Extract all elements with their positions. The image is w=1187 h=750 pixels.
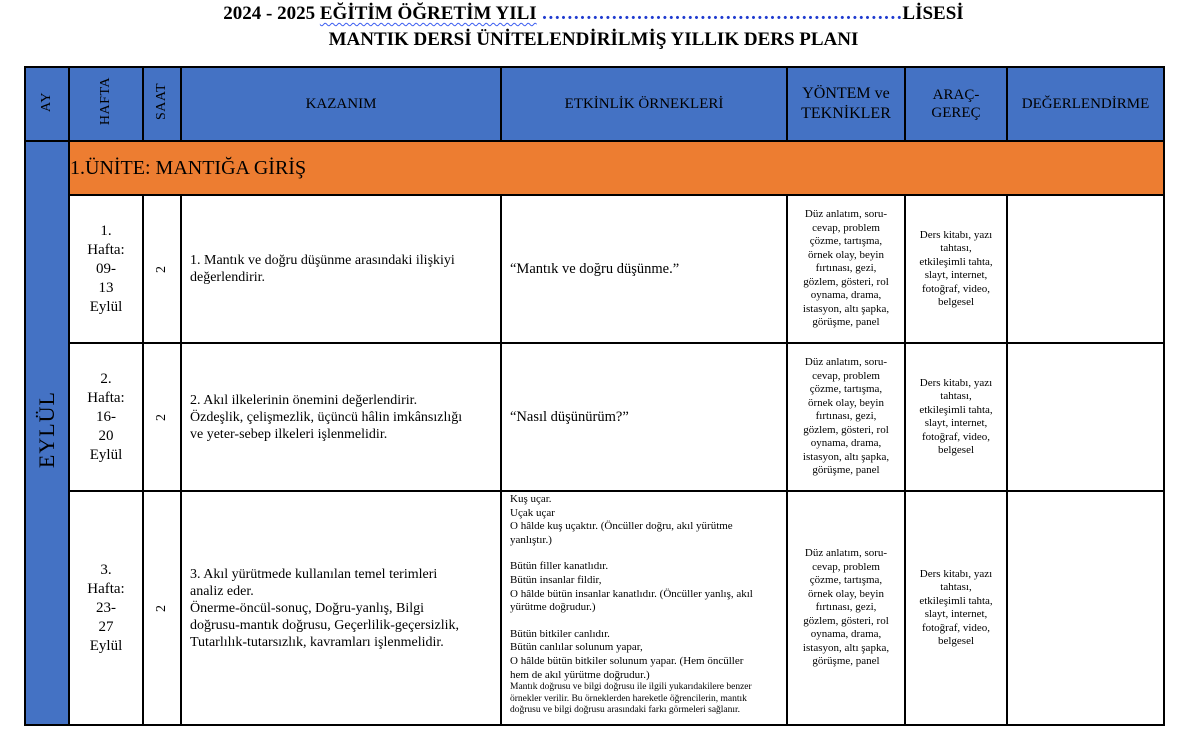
table-row bbox=[25, 343, 1164, 491]
saat-cell: 2 bbox=[143, 343, 181, 491]
title-academic-year: EĞİTİM ÖĞRETİM YILI bbox=[319, 3, 537, 24]
table-row bbox=[25, 491, 1164, 725]
etkinlik-cell: “Mantık ve doğru düşünme.” bbox=[501, 195, 787, 343]
col-header-etkinlik: ETKİNLİK ÖRNEKLERİ bbox=[501, 67, 787, 141]
col-header-ay: AY bbox=[25, 67, 69, 141]
month-label: EYLÜL bbox=[34, 391, 59, 469]
yontem-cell: Düz anlatım, soru- cevap, problem çözme, tartışma, örnek olay, beyin fırtınası, gezi, gözlem, gösteri, rol oynama, drama, istasyon, altı şapka, görüşme, panel bbox=[787, 491, 905, 725]
arac-cell: Ders kitabı, yazı tahtası, etkileşimli tahta, slayt, internet, fotoğraf, video, belgesel bbox=[905, 491, 1007, 725]
degerlendirme-cell bbox=[1007, 491, 1164, 725]
kazanim-cell: 3. Akıl yürütmede kullanılan temel terimleri analiz eder. Önerme-öncül-sonuç, Doğru-yanlış, Bilgi doğrusu-mantık doğrusu, Geçerlilik-geçersizlik, Tutarlılık-tutarsızlık, kavramları işlenmelidir. bbox=[181, 491, 501, 725]
col-header-degerlendirme: DEĞERLENDİRME bbox=[1007, 67, 1164, 141]
saat-cell: 2 bbox=[143, 491, 181, 725]
etkinlik-cell: Kuş uçar. Uçak uçar O hâlde kuş uçaktır. (Öncüller doğru, akıl yürütme yanlıştır.) Bütün filler kanatlıdır. Bütün insanlar fildir, O hâlde bütün insanlar kanatlıdır. (Öncüller yanlış, akıl yürütme doğrudur.) Bütün bitkiler canlıdır. Bütün canlılar solunum yapar, O hâlde bütün bitkiler solunum yapar. (Hem öncüller hem de akıl yürütme doğrudur.) Mantık doğrusu ve bilgi doğrusu ile ilgili yukarıdakilere benzer örnekler verilir. Bu örneklerden hareketle öğrencilerin, mantık doğrusu ve bilgi doğrusu arasındaki farkı görmeleri sağlanır. bbox=[501, 491, 787, 725]
col-header-arac: ARAÇ- GEREÇ bbox=[905, 67, 1007, 141]
table-row bbox=[25, 195, 1164, 343]
unit-row bbox=[25, 141, 1164, 195]
arac-cell: Ders kitabı, yazı tahtası, etkileşimli tahta, slayt, internet, fotoğraf, video, belgesel bbox=[905, 343, 1007, 491]
etkinlik-cell: “Nasıl düşünürüm?” bbox=[501, 343, 787, 491]
degerlendirme-cell bbox=[1007, 343, 1164, 491]
week-cell: 1. Hafta: 09- 13 Eylül bbox=[69, 195, 143, 343]
yearly-plan-table bbox=[24, 66, 1165, 726]
yontem-cell: Düz anlatım, soru- cevap, problem çözme, tartışma, örnek olay, beyin fırtınası, gezi, gözlem, gösteri, rol oynama, drama, istasyon, altı şapka, görüşme, panel bbox=[787, 343, 905, 491]
document-subtitle: MANTIK DERSİ ÜNİTELENDİRİLMİŞ YILLIK DERS PLANI bbox=[328, 29, 859, 50]
col-header-saat: SAAT bbox=[143, 67, 181, 141]
title-suffix: LİSESİ bbox=[902, 3, 964, 24]
week-cell: 2. Hafta: 16- 20 Eylül bbox=[69, 343, 143, 491]
header-row bbox=[25, 67, 1164, 141]
col-header-yontem: YÖNTEM ve TEKNİKLER bbox=[787, 67, 905, 141]
week-cell: 3. Hafta: 23- 27 Eylül bbox=[69, 491, 143, 725]
unit-title: 1.ÜNİTE: MANTIĞA GİRİŞ bbox=[69, 141, 1164, 195]
col-header-kazanim: KAZANIM bbox=[181, 67, 501, 141]
kazanim-cell: 1. Mantık ve doğru düşünme arasındaki ilişkiyi değerlendirir. bbox=[181, 195, 501, 343]
month-cell bbox=[25, 141, 69, 725]
col-header-hafta: HAFTA bbox=[69, 67, 143, 141]
saat-cell: 2 bbox=[143, 195, 181, 343]
document-title bbox=[0, 2, 1187, 26]
yontem-cell: Düz anlatım, soru- cevap, problem çözme, tartışma, örnek olay, beyin fırtınası, gezi, gözlem, gösteri, rol oynama, drama, istasyon, altı şapka, görüşme, panel bbox=[787, 195, 905, 343]
school-name-blank: ………………………………………………… bbox=[536, 3, 903, 24]
arac-cell: Ders kitabı, yazı tahtası, etkileşimli tahta, slayt, internet, fotoğraf, video, belgesel bbox=[905, 195, 1007, 343]
title-prefix: 2024 - 2025 bbox=[223, 3, 320, 24]
kazanim-cell: 2. Akıl ilkelerinin önemini değerlendirir. Özdeşlik, çelişmezlik, üçüncü hâlin imkânsızlığı ve yeter-sebep ilkeleri işlenmelidir. bbox=[181, 343, 501, 491]
degerlendirme-cell bbox=[1007, 195, 1164, 343]
